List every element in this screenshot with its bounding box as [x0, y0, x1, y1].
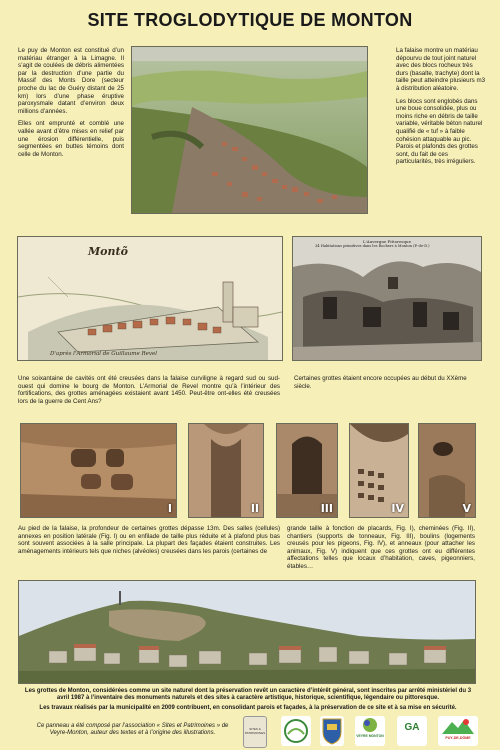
cave-photo-2-label: II [250, 502, 259, 515]
puy-de-dome-logo [438, 716, 478, 746]
postcard-image [293, 237, 481, 360]
ga-logo [397, 716, 427, 746]
postcard-header-1: L'Auvergne Pittoresque [363, 239, 411, 244]
cave-photo-4-label: IV [391, 502, 404, 515]
armorial-illustration [17, 236, 283, 361]
puy-de-dome-icon [438, 716, 478, 736]
crest-logo [320, 716, 344, 746]
cave-photo-2 [188, 423, 264, 518]
veyre-monton-label: VEYRE MONTON [356, 734, 384, 738]
credits-text: Ce panneau a été composé par l’association « Sites et Patrimoines » de Veyre-Monton, auteur des textes et à l’origine des illustrations. [36, 723, 229, 737]
veyre-monton-logo [355, 716, 385, 746]
cave-photo-1-image [21, 424, 176, 517]
commune-logo-icon [281, 716, 311, 746]
crest-icon [320, 716, 344, 746]
panorama-photo [18, 580, 476, 684]
commune-logo [281, 716, 311, 746]
works-text: Les travaux réalisés par la municipalité en 2009 contribuent, en consolidant parois et façades, à la préservation de ce site et à sa mise en sécurité. [39, 705, 457, 711]
puy-de-dome-label: PUY-DE-DÔME [445, 736, 471, 740]
intro-paragraph-1: Le puy de Monton est constitué d’un matériau étranger à la Limagne. Il s’agit de coulées de débris alimentées par la destruction d’une partie du Massif des Monts Dore (secteur proche du lac de Guéry distant de 25 km) lors d’une phase éruptive paroxysmale datant d’environ deux millions d’années. [18, 47, 124, 115]
cave-photo-1 [20, 423, 177, 518]
sites-patrimoines-logo [243, 716, 267, 748]
page-title: SITE TROGLODYTIQUE DE MONTON [87, 10, 413, 30]
armorial-drawing [18, 237, 282, 360]
cave-photo-5-label: V [462, 502, 471, 515]
postcard-number: 34 [315, 244, 320, 248]
intro-text-right [396, 47, 486, 171]
postcard-header-2 [315, 244, 480, 248]
cave-photo-3-label: III [320, 502, 333, 515]
caves-text-right: grande taille à fonction de placards, Fig. I), cheminées (Fig. II), chantiers (supports de tonneaux, Fig. III), boulins (logements creusés pour les pigeons, Fig. IV), et anneaux (pour attacher les animaux, Fig. V) indiquent que ces grottes ont eu différentes affectations telles que locaux d’habitation, caves, pigeonniers, étables… [287, 525, 475, 570]
intro-paragraph-2: Elles ont emprunté et comblé une vallée avant d’être mises en relief par une érosion différentielle, puis segmentées en buttes témoins dont celle de Monton. [18, 120, 124, 158]
caves-text-left: Au pied de la falaise, la profondeur de certaines grottes dépasse 13m. Des salles (cellules) annexes en position latérale (Fig. I) ou en enfilade de taille plus réduite et à plafond plus bas sont souvent associées à la salle principale. La plupart des façades étaient construites. Les aménagements intérieurs tels que niches (alvéoles) creusées dans les parois (certaines de [18, 525, 280, 555]
protection-text: Les grottes de Monton, considérées comme un site naturel dont la préservation revêt un caractère d’intérêt général, sont inscrites par arrêté ministériel du 3 avril 1987 à l’inventaire des monuments naturels et des sites à caractère artistique, historique, scientifique, légendaire ou pittoresque. [24, 688, 472, 702]
mid-text-right: Certaines grottes étaient encore occupées au début du XXème siècle. [294, 375, 467, 390]
intro-text-left [18, 47, 124, 163]
cave-photo-1-label: I [167, 502, 172, 515]
cave-photo-4 [349, 423, 409, 518]
armorial-credit: D'après l'Armorial de Guillaume Revel [50, 351, 158, 357]
cave-photo-5 [418, 423, 476, 518]
geology-paragraph-2: Les blocs sont englobés dans une boue consolidée, plus ou moins riche en débris de taille variable, véritable béton naturel qualifié de « tuf » à faible cohésion attaquable au pic. Parois et plafonds des grottes sont, du fait de ces particularités, très irréguliers. [396, 97, 483, 166]
cave-photo-3 [276, 423, 338, 518]
sites-logo-label: SITES & PATRIMOINES [244, 727, 266, 735]
postcard-caption: Habitations primitives dans les Rochers à Monton (P.-de-D.) [320, 244, 430, 248]
armorial-sketch-label: Montõ [88, 245, 128, 258]
mid-text-left: Une soixantaine de cavités ont été creusées dans la falaise curviligne à regard sud ou sud-ouest qui domine le bourg de Monton. L’Armorial de Revel montre qu’à l’intérieur des fortifications, des grottes aménagées existaient avant 1450. Peut-être ont-elles été creusées lors de la guerre de Cent Ans? [18, 375, 280, 405]
geology-paragraph-1: La falaise montre un matériau dépourvu de tout joint naturel avec des blocs rocheux très durs (basalte, trachyte) dont la taille peut atteindre plusieurs m3 à distribution aléatoire. [396, 47, 486, 92]
panorama-image [19, 581, 475, 683]
postcard-photo [292, 236, 482, 361]
veyre-monton-icon [355, 716, 385, 734]
aerial-photo-image [132, 47, 367, 213]
aerial-photo [131, 46, 368, 214]
ga-logo-label: GA [404, 722, 420, 733]
